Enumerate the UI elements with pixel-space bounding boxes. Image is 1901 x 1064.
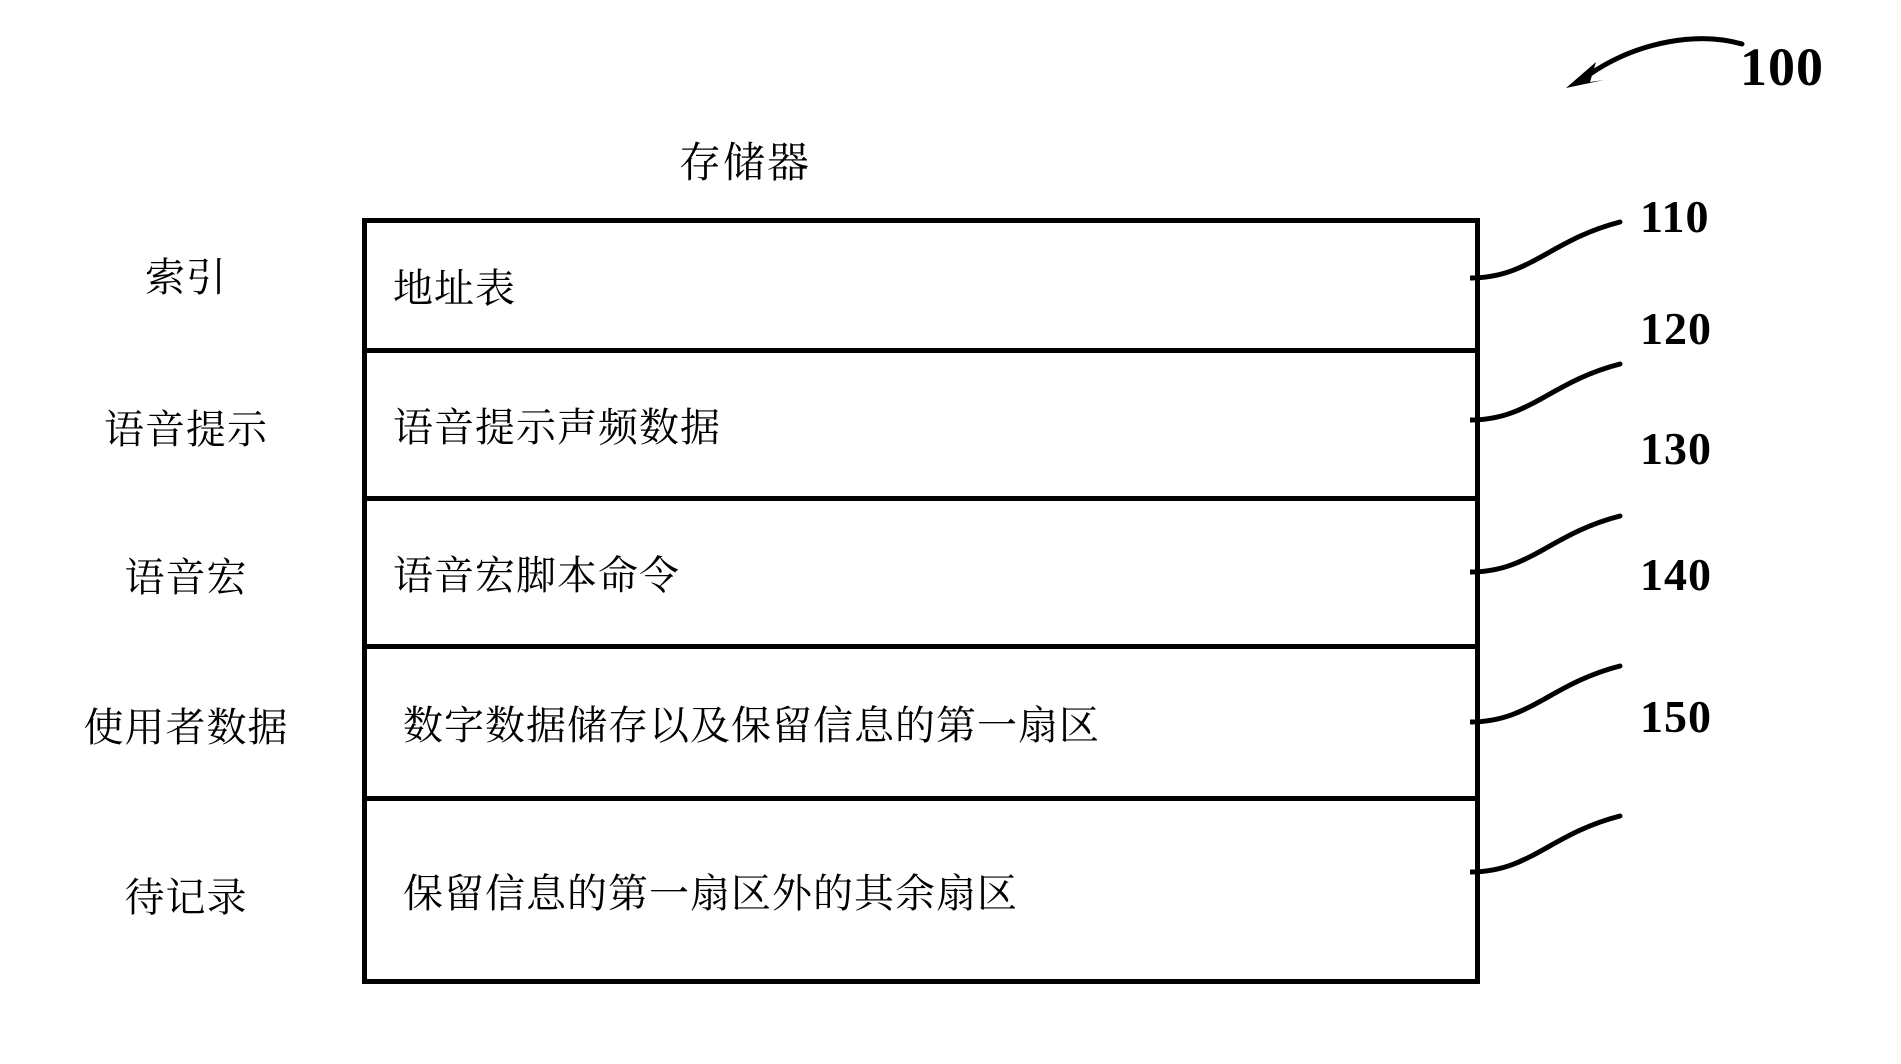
side-label-index: 索引 [145,255,227,301]
reference-number-120: 120 [1640,303,1712,354]
memory-row-user-data [367,649,1475,801]
reference-number-140: 140 [1640,549,1712,600]
memory-row-to-record-text: 保留信息的第一扇区外的其余扇区 [403,870,1018,917]
figure-leader-arrow [1530,30,1750,110]
diagram-title: 存储器 [678,138,811,187]
reference-number-110: 110 [1640,191,1710,242]
memory-row-index [367,223,1475,353]
side-labels-column [0,218,356,978]
side-label-voice-prompt: 语音提示 [104,407,268,453]
memory-block [362,218,1480,984]
side-label-user-data: 使用者数据 [83,705,289,751]
memory-row-to-record [367,801,1475,979]
memory-row-voice-prompt-text: 语音提示声频数据 [393,405,721,451]
side-label-voice-macro: 语音宏 [124,555,248,601]
memory-row-voice-macro-text: 语音宏脚本命令 [393,553,680,599]
figure-reference-number: 100 [1740,37,1824,97]
side-label-to-record: 待记录 [124,875,248,921]
reference-leader-lines [1470,200,1790,990]
reference-number-130: 130 [1640,423,1712,474]
memory-row-voice-prompt [367,353,1475,501]
memory-row-user-data-text: 数字数据储存以及保留信息的第一扇区 [403,703,1100,749]
reference-number-150: 150 [1640,691,1712,742]
memory-row-voice-macro [367,501,1475,649]
memory-row-index-text: 地址表 [393,266,516,312]
